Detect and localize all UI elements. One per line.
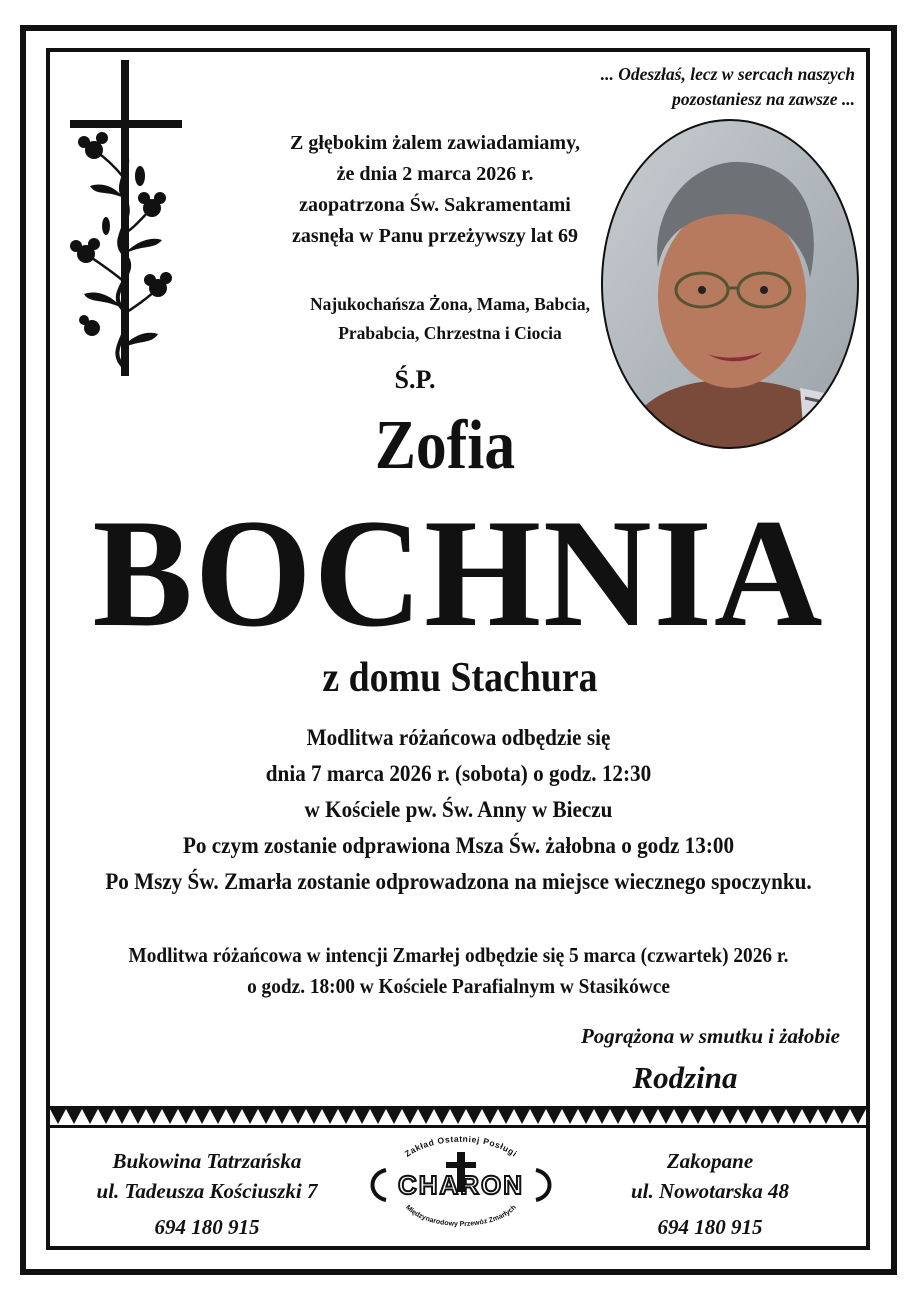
logo-top-text: Zakład Ostatniej Posługi [402, 1133, 520, 1159]
footer-address-right [600, 1146, 820, 1242]
intro-line: zaopatrzona Św. Sakramentami [299, 194, 571, 216]
footer-street: ul. Nowotarska 48 [630, 1179, 790, 1203]
ceremony-line: w Kościele pw. Św. Anny w Bieczu [304, 797, 613, 823]
ceremony-line: dnia 7 marca 2026 r. (sobota) o godz. 12:30 [265, 761, 652, 787]
intro-line: że dnia 2 marca 2026 r. [336, 163, 534, 185]
death-announcement [270, 128, 600, 252]
zigzag-divider [50, 1106, 866, 1128]
quote-line-1: ... Odeszłaś, lecz w sercach naszych [600, 64, 855, 84]
logo-name: CHARON [397, 1170, 525, 1200]
intro-line: Z głębokim żalem zawiadamiamy, [290, 132, 580, 154]
footer-street: ul. Tadeusza Kościuszki 7 [96, 1179, 318, 1203]
footer-address-left [52, 1146, 362, 1242]
portrait-photo [600, 118, 860, 450]
quote-line-2: pozostaniesz na zawsze ... [672, 89, 855, 109]
deceased-first-name: Zofia [374, 407, 516, 484]
ceremony-details [91, 720, 826, 900]
ceremony-line: Modlitwa różańcowa odbędzie się [306, 725, 611, 751]
deceased-maiden-name: z domu Stachura [322, 655, 598, 701]
charon-logo [366, 1130, 556, 1235]
logo-bottom-text: Międzynarodowy Przewóz Zmarłych [404, 1204, 518, 1229]
ceremony-line: Po czym zostanie odprawiona Msza Św. żałobna o godz 13:00 [182, 833, 735, 859]
family-roles [270, 290, 630, 348]
family-roles-line: Najukochańsza Żona, Mama, Babcia, [309, 294, 591, 314]
vigil-details [83, 940, 835, 1002]
ceremony-line: Po Mszy Św. Zmarła zostanie odprowadzona na miejsce wiecznego spoczynku. [105, 869, 812, 895]
family-roles-line: Prababcia, Chrzestna i Ciocia [338, 323, 562, 343]
svg-text:Międzynarodowy Przewóz Zmarłyc [404, 1204, 518, 1228]
footer-phone: 694 180 915 [657, 1215, 763, 1239]
footer-city: Bukowina Tatrzańska [112, 1149, 302, 1173]
vigil-line: o godz. 18:00 w Kościele Parafialnym w Stasikówce [247, 974, 670, 998]
memorial-quote [480, 62, 855, 112]
footer-city: Zakopane [666, 1149, 754, 1173]
deceased-prefix: Ś.P. [394, 365, 436, 394]
footer-phone: 694 180 915 [154, 1215, 260, 1239]
cross-with-lily-icon [62, 58, 192, 378]
vigil-line: Modlitwa różańcowa w intencji Zmarłej odbędzie się 5 marca (czwartek) 2026 r. [128, 943, 789, 967]
deceased-last-name: BOCHNIA [92, 487, 825, 659]
mourners-family: Rodzina [632, 1060, 738, 1095]
mourners-line: Pogrążona w smutku i żałobie [580, 1024, 840, 1048]
intro-line: zasnęła w Panu przeżywszy lat 69 [291, 225, 579, 247]
